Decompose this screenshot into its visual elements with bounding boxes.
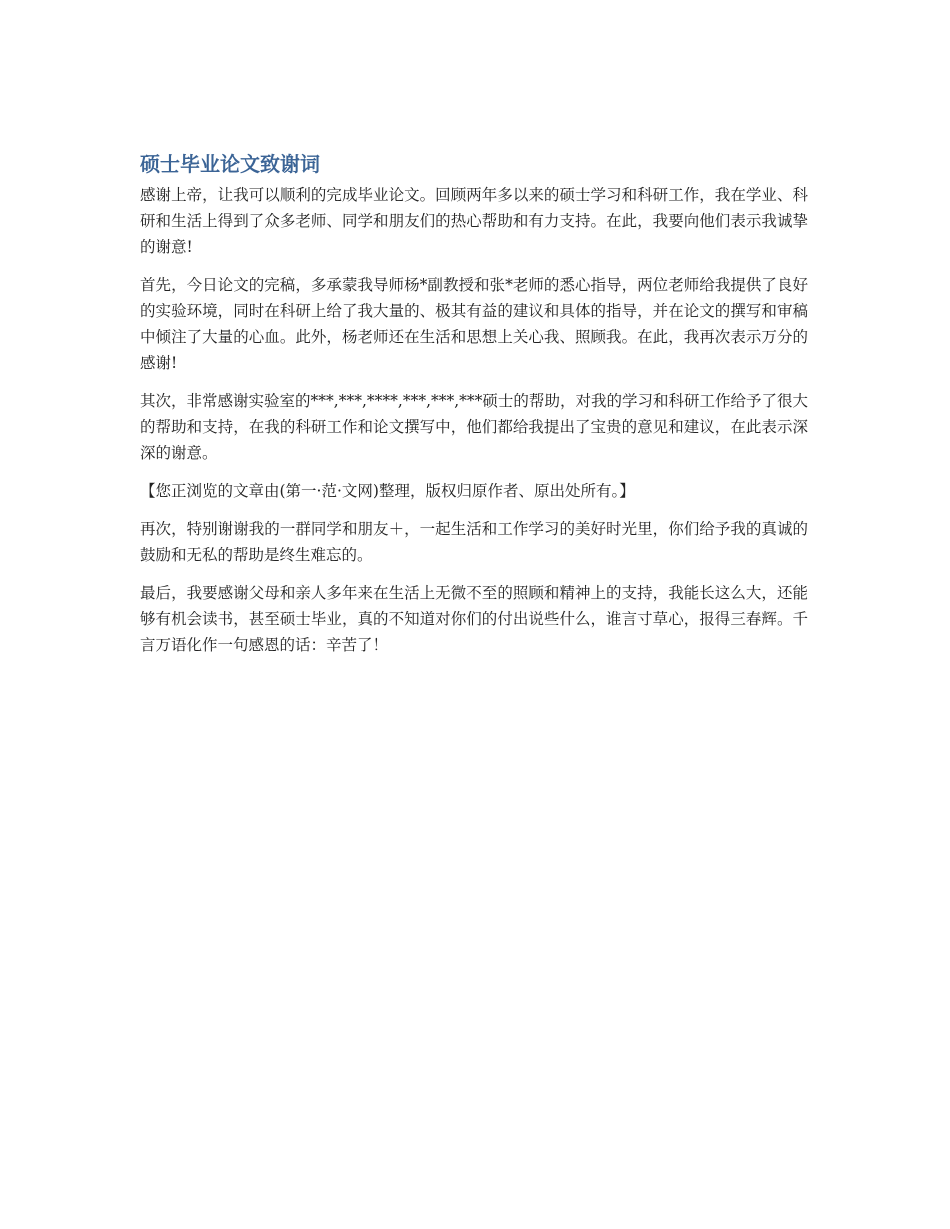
document-title: 硕士毕业论文致谢词 [140,152,320,176]
paragraph-intro: 感谢上帝，让我可以顺利的完成毕业论文。回顾两年多以来的硕士学习和科研工作，我在学业、科研和生活上得到了众多老师、同学和朋友们的热心帮助和有力支持。在此，我要向他们表示我诚挚的谢意! [140,186,808,256]
paragraph-source-notice: 【您正浏览的文章由(第一·范·文网)整理，版权归原作者、原出处所有。】 [140,482,635,500]
paragraph-labmates: 其次，非常感谢实验室的***,***,****,***,***,***硕士的帮助，对我的学习和科研工作给予了很大的帮助和支持，在我的科研工作和论文撰写中，他们都给我提出了宝贵的意见和建议，在此表示深深的谢意。 [140,392,808,462]
paragraph-advisors: 首先，今日论文的完稿，多承蒙我导师杨*副教授和张*老师的悉心指导，两位老师给我提供了良好的实验环境，同时在科研上给了我大量的、极其有益的建议和具体的指导，并在论文的撰写和审稿中倾注了大量的心血。此外，杨老师还在生活和思想上关心我、照顾我。在此，我再次表示万分的感谢! [140,276,808,372]
paragraph-family: 最后，我要感谢父母和亲人多年来在生活上无微不至的照顾和精神上的支持，我能长这么大，还能够有机会读书，甚至硕士毕业，真的不知道对你们的付出说些什么，谁言寸草心，报得三春辉。千言万语化作一句感恩的话：辛苦了！ [140,584,808,654]
paragraph-friends: 再次，特别谢谢我的一群同学和朋友＋，一起生活和工作学习的美好时光里，你们给予我的真诚的鼓励和无私的帮助是终生难忘的。 [140,520,808,564]
document-page [140,150,808,670]
